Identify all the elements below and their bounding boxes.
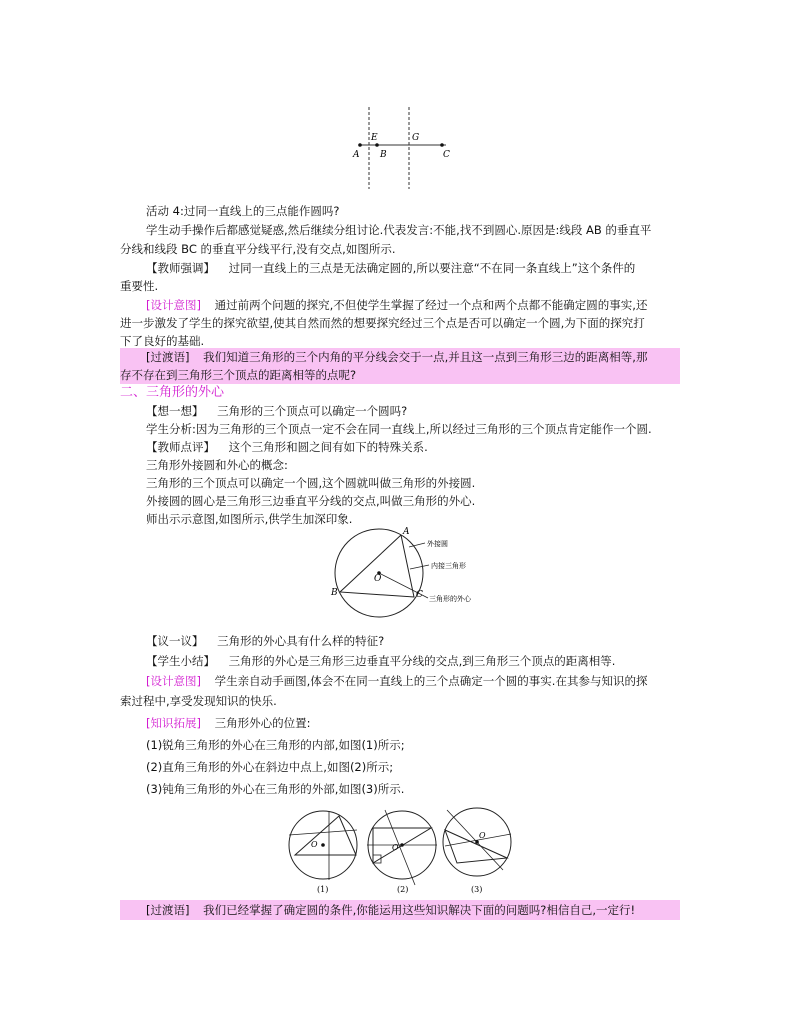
transition-1 xyxy=(120,348,680,366)
activity4-text-line1: 学生动手操作后都感觉疑惑,然后继续分组讨论.代表发言:不能,找不到圆心.原因是:线段 AB 的垂直平 xyxy=(146,223,652,237)
knowledge-item-1: (1)锐角三角形的外心在三角形的内部,如图(1)所示; xyxy=(146,738,405,752)
point-b xyxy=(375,143,379,147)
fig3-label-o-2: O xyxy=(392,843,399,852)
design-intent-2-line2: 索过程中,享受发现知识的快乐. xyxy=(120,694,277,708)
caption-1: (1) xyxy=(317,885,329,894)
annotation-inscribed-triangle: 内接三角形 xyxy=(431,562,466,570)
label-c: C xyxy=(416,590,423,600)
teacher-comment-tag: 【教师点评】 xyxy=(146,440,215,454)
label-a: A xyxy=(353,150,360,160)
point-a xyxy=(358,143,362,147)
activity4-text-line2: 分线和线段 BC 的垂直平分线平行,没有交点,如图所示. xyxy=(120,242,396,256)
teacher-emphasis-tag: 【教师强调】 xyxy=(146,261,215,275)
label-o: O xyxy=(374,574,382,584)
inscribed-triangle xyxy=(340,535,414,597)
section-title: 二、三角形的外心 xyxy=(120,385,225,400)
right-triangle-figure xyxy=(367,810,437,894)
design-intent-2-tag: [设计意图] xyxy=(146,674,201,688)
concepts-line2: 三角形的三个顶点可以确定一个圆,这个圆就叫做三角形的外接圆. xyxy=(146,476,476,490)
figure-collinear-points xyxy=(350,105,460,190)
caption-2: (2) xyxy=(397,885,409,894)
student-analysis: 学生分析:因为三角形的三个顶点一定不会在同一直线上,所以经过三角形的三个顶点肯定能作一个圆. xyxy=(146,422,652,436)
student-summary-tag: 【学生小结】 xyxy=(146,654,215,668)
design-intent-1 xyxy=(120,296,680,314)
figure-circumcircle xyxy=(325,525,505,625)
teacher-emphasis-text: 过同一直线上的三点是无法确定圆的,所以要注意“不在同一条直线上”这个条件的 xyxy=(228,261,636,275)
label-b: B xyxy=(380,150,387,160)
label-g: G xyxy=(412,133,420,143)
figure-circumcenter-positions xyxy=(285,800,515,900)
design-intent-1-line3: 下了良好的基础. xyxy=(120,334,205,348)
design-intent-1-line2: 进一步激发了学生的探究欲望,使其自然而然的想要探究经过三个点是否可以确定一个圆,为下面的探究打 xyxy=(120,316,645,330)
concepts-line1: 三角形外接圆和外心的概念: xyxy=(146,458,288,472)
transition-2 xyxy=(120,900,680,920)
teacher-comment xyxy=(120,438,680,456)
think-tag: 【想一想】 xyxy=(146,404,204,418)
label-b: B xyxy=(331,588,338,598)
knowledge-item-3: (3)钝角三角形的外心在三角形的外部,如图(3)所示. xyxy=(146,782,405,796)
think-text: 三角形的三个顶点可以确定一个圆吗? xyxy=(217,404,408,418)
teacher-comment-text: 这个三角形和圆之间有如下的特殊关系. xyxy=(228,440,428,454)
knowledge-extension xyxy=(120,714,680,732)
activity4-title: 活动 4:过同一直线上的三点能作圆吗? xyxy=(146,204,340,218)
annotation-circumcircle: 外接圆 xyxy=(427,540,448,548)
fig3-label-o-3: O xyxy=(479,831,486,840)
fig3-label-o-1: O xyxy=(311,840,318,849)
discuss xyxy=(120,632,680,650)
transition-1-tag: [过渡语] xyxy=(146,350,190,364)
acute-triangle-figure xyxy=(289,811,357,894)
concepts-line4: 师出示示意图,如图所示,供学生加深印象. xyxy=(146,512,353,526)
caption-3: (3) xyxy=(471,885,483,894)
label-a: A xyxy=(403,527,410,537)
obtuse-triangle-figure xyxy=(443,808,511,894)
knowledge-extension-text: 三角形外心的位置: xyxy=(214,716,311,730)
transition-2-text: 我们已经掌握了确定圆的条件,你能运用这些知识解决下面的问题吗?相信自己,一定行! xyxy=(203,903,636,917)
knowledge-item-2: (2)直角三角形的外心在斜边中点上,如图(2)所示; xyxy=(146,760,394,774)
teacher-emphasis-line2: 重要性. xyxy=(120,279,159,293)
label-c: C xyxy=(443,150,450,160)
annotation-circumcenter: 三角形的外心 xyxy=(429,595,471,603)
teacher-emphasis xyxy=(120,259,680,277)
transition-1-line1: 我们知道三角形的三个内角的平分线会交于一点,并且这一点到三角形三边的距离相等,那 xyxy=(203,350,648,364)
student-summary-text: 三角形的外心是三角形三边垂直平分线的交点,到三角形三个顶点的距离相等. xyxy=(228,654,616,668)
student-summary xyxy=(120,652,680,670)
label-e: E xyxy=(371,133,378,143)
design-intent-2 xyxy=(120,672,680,690)
transition-1-line2: 存不存在到三角形三个顶点的距离相等的点呢? xyxy=(120,366,680,384)
concepts-line3: 外接圆的圆心是三角形三边垂直平分线的交点,叫做三角形的外心. xyxy=(146,494,476,508)
think xyxy=(120,402,680,420)
design-intent-2-line1: 学生亲自动手画图,体会不在同一直线上的三个点确定一个圆的事实.在其参与知识的探 xyxy=(214,674,648,688)
transition-2-tag: [过渡语] xyxy=(146,903,190,917)
design-intent-1-tag: [设计意图] xyxy=(146,298,201,312)
point-c xyxy=(440,143,444,147)
discuss-text: 三角形的外心具有什么样的特征? xyxy=(217,634,385,648)
design-intent-1-line1: 通过前两个问题的探究,不但使学生掌握了经过一个点和两个点都不能确定圆的事实,还 xyxy=(214,298,648,312)
discuss-tag: 【议一议】 xyxy=(146,634,204,648)
knowledge-extension-tag: [知识拓展] xyxy=(146,716,201,730)
